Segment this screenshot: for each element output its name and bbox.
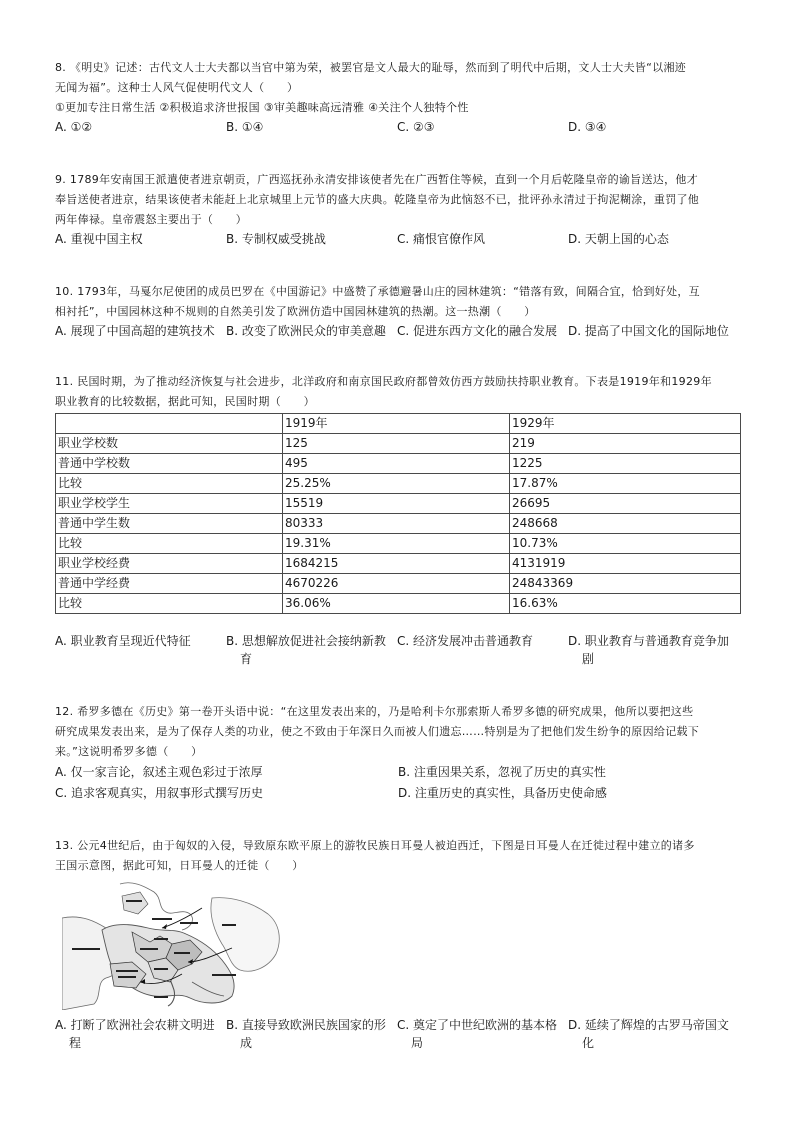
option-d-line1: D. 延续了辉煌的古罗马帝国文 (568, 1018, 729, 1032)
question-9-options (55, 230, 745, 248)
table-row (56, 594, 741, 614)
question-11-stem-line2: 职业教育的比较数据，据此可知，民国时期（ ） (55, 395, 315, 408)
table-row (56, 474, 741, 494)
option-d[interactable] (568, 632, 739, 668)
table-cell: 职业学校经费 (56, 554, 283, 574)
option-d[interactable]: D. 天朝上国的心态 (568, 232, 669, 246)
table-cell: 26695 (510, 494, 741, 514)
table-cell: 普通中学生数 (56, 514, 283, 534)
question-11-options (55, 632, 745, 668)
option-b-line2: 成 (240, 1036, 253, 1050)
option-b[interactable]: B. 专制权威受挑战 (226, 232, 326, 246)
question-8 (55, 58, 745, 136)
question-13 (55, 836, 745, 876)
option-c-line1: C. 奠定了中世纪欧洲的基本格 (397, 1018, 558, 1032)
option-a-line1: A. 打断了欧洲社会农耕文明进 (55, 1018, 215, 1032)
option-c-line1: C. 经济发展冲击普通教育 (397, 634, 534, 648)
option-c[interactable]: C. 促进东西方文化的融合发展 (397, 324, 558, 338)
question-11 (55, 372, 745, 412)
question-13-stem-line1: 13. 公元4世纪后，由于匈奴的入侵，导致原东欧平原上的游牧民族日耳曼人被迫西迁，下图是日耳曼人在迁徙过程中建立的诸多 (55, 839, 695, 852)
question-9-stem-line1: 9. 1789年安南国王派遣使者进京朝贡，广西巡抚孙永清安排该使者先在广西暂住等候，直到一个月后乾隆皇帝的谕旨送达，他才 (55, 173, 698, 186)
table-cell: 4670226 (283, 574, 510, 594)
option-a-line1: A. 职业教育呈现近代特征 (55, 634, 191, 648)
table-cell: 普通中学校数 (56, 454, 283, 474)
table-cell: 15519 (283, 494, 510, 514)
table-cell: 比较 (56, 594, 283, 614)
question-8-statements: ①更加专注日常生活 ②积极追求济世报国 ③审美趣味高远清雅 ④关注个人独特个性 (55, 101, 469, 114)
table-header-cell (56, 414, 283, 434)
option-a[interactable] (55, 632, 226, 668)
table-cell: 普通中学经费 (56, 574, 283, 594)
question-8-stem-line1: 8. 《明史》记述：古代文人士大夫都以当官中第为荣，被罢官是文人最大的耻辱，然而到了明代中后期，文人士大夫皆“以湘迹 (55, 61, 687, 74)
question-13-options (55, 1016, 745, 1052)
table-cell: 248668 (510, 514, 741, 534)
question-9-stem-line3: 两年俸禄。皇帝震怒主要出于（ ） (55, 213, 248, 226)
table-row (56, 454, 741, 474)
question-11-options-block (55, 632, 745, 668)
table-cell: 比较 (56, 474, 283, 494)
option-d[interactable]: D. 注重历史的真实性，具备历史使命感 (398, 786, 607, 800)
question-9 (55, 170, 745, 248)
table-cell: 职业学校数 (56, 434, 283, 454)
option-c[interactable] (397, 632, 568, 668)
option-d-line1: D. 职业教育与普通教育竞争加 (568, 634, 729, 648)
option-c-line2: 局 (411, 1036, 424, 1050)
option-d-line2: 化 (582, 1036, 595, 1050)
option-d-line2: 剧 (582, 652, 595, 666)
option-c[interactable]: C. 痛恨官僚作风 (397, 232, 486, 246)
question-10-stem-line1: 10. 1793年，马戛尔尼使团的成员巴罗在《中国游记》中盛赞了承德避暑山庄的园林建筑：“错落有致，间隔合宜，恰到好处，互 (55, 285, 700, 298)
question-10 (55, 282, 745, 340)
table-cell: 219 (510, 434, 741, 454)
question-9-stem-line2: 奉旨送使者进京，结果该使者未能赶上北京城里上元节的盛大庆典。乾隆皇帝为此恼怒不已，批评孙永清过于拘泥糊涂，重罚了他 (55, 193, 700, 206)
option-b[interactable]: B. 注重因果关系，忽视了历史的真实性 (398, 765, 606, 779)
table-row (56, 574, 741, 594)
question-12-stem-line3: 来。”这说明希罗多德（ ） (55, 745, 203, 758)
table-cell: 职业学校学生 (56, 494, 283, 514)
option-d[interactable] (568, 1016, 739, 1052)
table-cell: 80333 (283, 514, 510, 534)
table-cell: 10.73% (510, 534, 741, 554)
table-header-row (56, 414, 741, 434)
option-b-line1: B. 直接导致欧洲民族国家的形 (226, 1018, 386, 1032)
option-a[interactable]: A. 重视中国主权 (55, 232, 143, 246)
question-13-stem-line2: 王国示意图，据此可知，日耳曼人的迁徙（ ） (55, 859, 304, 872)
table-row (56, 514, 741, 534)
option-c[interactable] (397, 1016, 568, 1052)
table-cell: 36.06% (283, 594, 510, 614)
question-12-stem-line1: 12. 希罗多德在《历史》第一卷开头语中说：“在这里发表出来的，乃是哈利卡尔那索斯人希罗多德的研究成果，他所以要把这些 (55, 705, 694, 718)
question-11-stem-line1: 11. 民国时期，为了推动经济恢复与社会进步，北洋政府和南京国民政府都曾效仿西方鼓励扶持职业教育。下表是1919年和1929年 (55, 375, 712, 388)
question-12 (55, 702, 745, 804)
table-header-cell: 1929年 (510, 414, 741, 434)
option-d[interactable]: D. ③④ (568, 120, 607, 134)
table-cell: 16.63% (510, 594, 741, 614)
table-cell: 19.31% (283, 534, 510, 554)
question-12-options (55, 762, 745, 804)
table-cell: 495 (283, 454, 510, 474)
table-cell: 24843369 (510, 574, 741, 594)
table-row (56, 554, 741, 574)
question-13-options-block (55, 1016, 745, 1052)
option-d[interactable]: D. 提高了中国文化的国际地位 (568, 324, 729, 338)
option-b-line1: B. 思想解放促进社会接纳新教 (226, 634, 386, 648)
option-a[interactable]: A. 仅一家言论，叙述主观色彩过于浓厚 (55, 765, 263, 779)
option-b-line2: 育 (240, 652, 253, 666)
table-row (56, 494, 741, 514)
table-cell: 1225 (510, 454, 741, 474)
option-b[interactable]: B. ①④ (226, 120, 264, 134)
question-12-stem-line2: 研究成果发表出来，是为了保存人类的功业，使之不致由于年深日久而被人们遗忘……特别是为了把他们发生纷争的原因给记载下 (55, 725, 700, 738)
option-b[interactable]: B. 改变了欧洲民众的审美意趣 (226, 324, 386, 338)
question-10-options (55, 322, 745, 340)
option-a[interactable]: A. ①② (55, 120, 93, 134)
table-row (56, 434, 741, 454)
table-cell: 25.25% (283, 474, 510, 494)
vocational-education-table (55, 413, 741, 614)
question-8-stem-line2: 无闻为福”。这种士人风气促使明代文人（ ） (55, 81, 299, 94)
table-row (56, 534, 741, 554)
table-cell: 1684215 (283, 554, 510, 574)
table-cell: 比较 (56, 534, 283, 554)
table-cell: 4131919 (510, 554, 741, 574)
option-a-line2: 程 (69, 1036, 82, 1050)
option-c[interactable]: C. 追求客观真实，用叙事形式撰写历史 (55, 786, 264, 800)
option-b[interactable] (226, 1016, 397, 1052)
table-cell: 17.87% (510, 474, 741, 494)
germanic-kingdoms-map (62, 878, 284, 1010)
option-a[interactable] (55, 1016, 226, 1052)
table-header-cell: 1919年 (283, 414, 510, 434)
table-cell: 125 (283, 434, 510, 454)
option-a[interactable]: A. 展现了中国高超的建筑技术 (55, 324, 215, 338)
option-c[interactable]: C. ②③ (397, 120, 435, 134)
question-8-options (55, 118, 745, 136)
question-10-stem-line2: 相衬托”，中国园林这种不规则的自然美引发了欧洲仿造中国园林建筑的热潮。这一热潮（ ） (55, 305, 536, 318)
option-b[interactable] (226, 632, 397, 668)
